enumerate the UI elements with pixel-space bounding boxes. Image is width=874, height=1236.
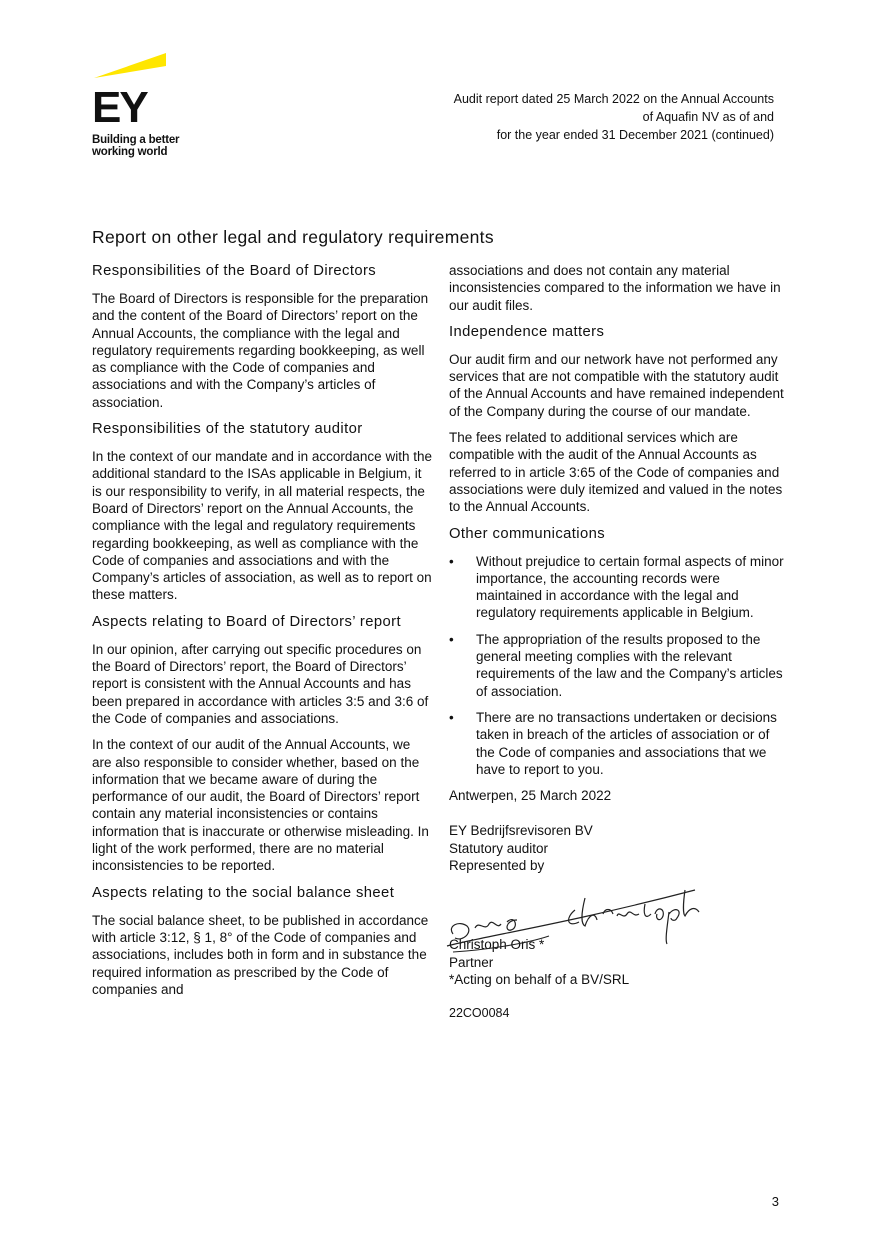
header-line-3: for the year ended 31 December 2021 (continued)	[496, 128, 774, 142]
page-title: Report on other legal and regulatory requirements	[92, 227, 494, 247]
signer-title: Partner	[449, 954, 494, 970]
section-heading: Responsibilities of the Board of Directors	[92, 263, 377, 279]
paragraph: In the context of our mandate and in accordance with the additional standard to the ISAs applicable in Belgium, it is our responsibility to verify, in all material respects, the Board of Directors’ report on the Annual Accounts, the compliance with the legal and regulatory requirements regarding bookkeeping, as well as compliance with the Code of companies and associations and with the Company’s articles of association, as well as to report on these matters.	[92, 449, 432, 603]
header-line-2: of Aquafin NV as of and	[642, 110, 774, 124]
communications-list	[449, 553, 784, 779]
signatory-block	[449, 822, 784, 874]
acting-note: *Acting on behalf of a BV/SRL	[449, 971, 630, 987]
section-heading: Independence matters	[449, 323, 605, 340]
list-item: • The appropriation of the results proposed to the general meeting complies with the relevant requirements of the law and the Company’s articles of association.	[449, 631, 784, 700]
handwritten-signature	[445, 884, 705, 964]
report-header	[454, 90, 774, 144]
section-heading: Responsibilities of the statutory auditor	[92, 421, 363, 438]
list-item: • There are no transactions undertaken or decisions taken in breach of the articles of association or of the Code of companies and associations that we have to report to you.	[449, 709, 784, 778]
section-heading: Aspects relating to the social balance sheet	[92, 884, 395, 901]
page-number: 3	[771, 1194, 779, 1209]
paragraph: In the context of our audit of the Annual Accounts, we are also responsible to consider whether, based on the information that we became aware of during the performance of our audit, the Board of Directors’ report contain any material inconsistencies or contains information that is inaccurate or otherwise misleading. In light of the work performed, there are no material inconsistencies to be reported.	[92, 737, 429, 874]
section-heading: Other communications	[449, 525, 606, 542]
section-heading: Aspects relating to Board of Directors’ report	[92, 613, 401, 630]
logo-text: EY	[92, 83, 147, 132]
place-date: Antwerpen, 25 March 2022	[449, 788, 612, 804]
paragraph: The Board of Directors is responsible for the preparation and the content of the Board of Directors’ report on the Annual Accounts, the compliance with the legal and regulatory requirements regarding bookkeeping, as well as compliance with the Code of companies and associations and with the Company’s articles of association.	[92, 291, 429, 410]
paragraph: The social balance sheet, to be published in accordance with article 3:12, § 1, 8° of the Code of companies and associations, includes both in form and in substance the required information as prescribed by the Code of companies and	[92, 912, 429, 997]
paragraph: Our audit firm and our network have not performed any services that are not compatible with the statutory audit of the Annual Accounts and have remained independent of the Company during the course of our mandate.	[449, 351, 784, 419]
left-column	[92, 262, 432, 1007]
auditor-role: Statutory auditor	[449, 840, 549, 856]
signature-area	[449, 936, 784, 1022]
represented-by: Represented by	[449, 858, 545, 874]
header-line-1: Audit report dated 25 March 2022 on the Annual Accounts	[453, 92, 774, 106]
paragraph: In our opinion, after carrying out specific procedures on the Board of Directors’ report, the Board of Directors’ report is consistent with the Annual Accounts and has been prepared in accordance with articles 3:5 and 3:6 of the Code of companies and associations.	[92, 641, 429, 726]
logo-tagline: Building a better working world	[92, 134, 180, 158]
reference-number: 22CO0084	[449, 1006, 510, 1021]
paragraph: associations and does not contain any material inconsistencies compared to the information we have in our audit files.	[449, 263, 781, 313]
firm-name: EY Bedrijfsrevisoren BV	[449, 823, 593, 839]
right-column	[449, 262, 784, 1023]
yellow-beam-icon	[94, 50, 169, 80]
paragraph: The fees related to additional services which are compatible with the audit of the Annual Accounts as referred to in article 3:65 of the Code of companies and associations were duly itemized and valued in the notes to the Annual Accounts.	[449, 430, 783, 515]
ey-logo	[92, 50, 202, 162]
signer-name: Christoph Oris *	[449, 937, 545, 953]
list-item: • Without prejudice to certain formal aspects of minor importance, the accounting records were maintained in accordance with the legal and regulatory requirements applicable in Belgium.	[449, 553, 784, 622]
